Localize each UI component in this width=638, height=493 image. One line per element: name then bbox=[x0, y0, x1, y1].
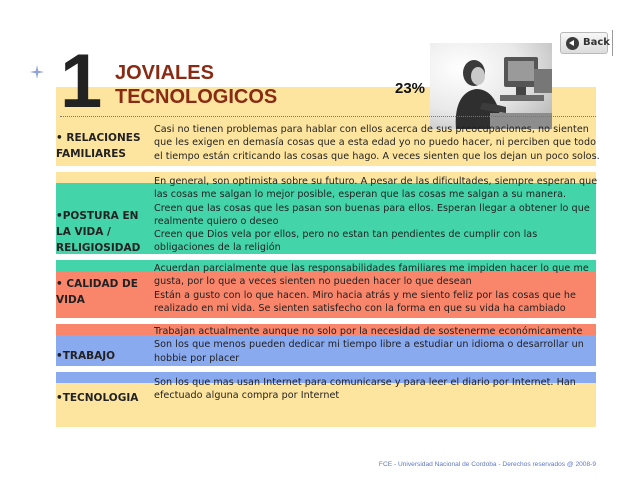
header-divider bbox=[60, 116, 596, 117]
segment-title-line-1: JOVIALES bbox=[115, 62, 214, 84]
row-label-calidad-de-vida: • CALIDAD DE VIDA bbox=[56, 278, 138, 306]
row-label-trabajo: •TRABAJO bbox=[56, 350, 116, 362]
row-text-trabajo: Trabajan actualmente aunque no solo por la necesidad de sostenerme económicamente Son los que menos pueden dedicar mi tiempo libre a estudiar un idioma o desarrollar un hobbie por placer bbox=[154, 326, 584, 364]
footer-copyright: FCE - Universidad Nacional de Cordoba - Derechos reservados @ 2008-9 bbox=[378, 461, 596, 468]
back-arrow-icon bbox=[566, 37, 579, 50]
row-text-relaciones-familiares: Casi no tienen problemas para hablar con ellos acerca de sus preocupaciones, no sienten que les exigen en demasía cosas que a esta edad yo no puedo hacer, ni perciben que todo el tiempo están criticando las cosas que hago. A veces sienten que los dejan un poco solos. bbox=[154, 124, 600, 162]
segment-percentage: 23% bbox=[395, 80, 426, 97]
section-number: 1 bbox=[60, 39, 101, 124]
four-point-star-icon bbox=[30, 65, 44, 79]
toolbar-separator bbox=[612, 30, 613, 56]
back-button[interactable] bbox=[560, 32, 608, 54]
band-separator bbox=[56, 166, 596, 172]
row-text-calidad-de-vida: Acuerdan parcialmente que las responsabilidades familiares me impiden hacer lo que me gusta, por lo que a veces sienten no pueden hacer lo que desean Están a gusto con lo que hacen. Miro hacia atrás y me siento feliz por las cosas que he realizado en mi vida. Se sienten satisfecho con la forma en que su vida ha cambiado bbox=[154, 263, 589, 314]
row-text-tecnologia: Son los que mas usan Internet para comunicarse y para leer el diario por Internet. Han efectuado alguna compra por Internet bbox=[154, 377, 576, 402]
band-separator bbox=[56, 366, 596, 372]
band-separator bbox=[56, 318, 596, 324]
row-text-postura-religiosidad: En general, son optimista sobre su futuro. A pesar de las dificultades, siempre esperan que las cosas me salgan lo mejor posible, esperan que las cosas me salgan a su manera. Creen que las cosas que les pasan son buenas para ellos. Esperan llegar a obtener lo que realmente quiero o deseo Creen que Dios vela por ellos, pero no estan tan pendientes de cumplir con las obligaciones de la religión bbox=[154, 176, 598, 254]
segment-title-line-2: TECNOLOGICOS bbox=[115, 86, 278, 108]
row-label-postura-religiosidad: •POSTURA EN LA VIDA / RELIGIOSIDAD bbox=[56, 210, 141, 254]
back-button-label: Back bbox=[583, 37, 610, 48]
row-label-relaciones-familiares: • RELACIONES FAMILIARES bbox=[56, 132, 141, 160]
row-label-tecnologia: •TECNOLOGIA bbox=[56, 392, 139, 404]
